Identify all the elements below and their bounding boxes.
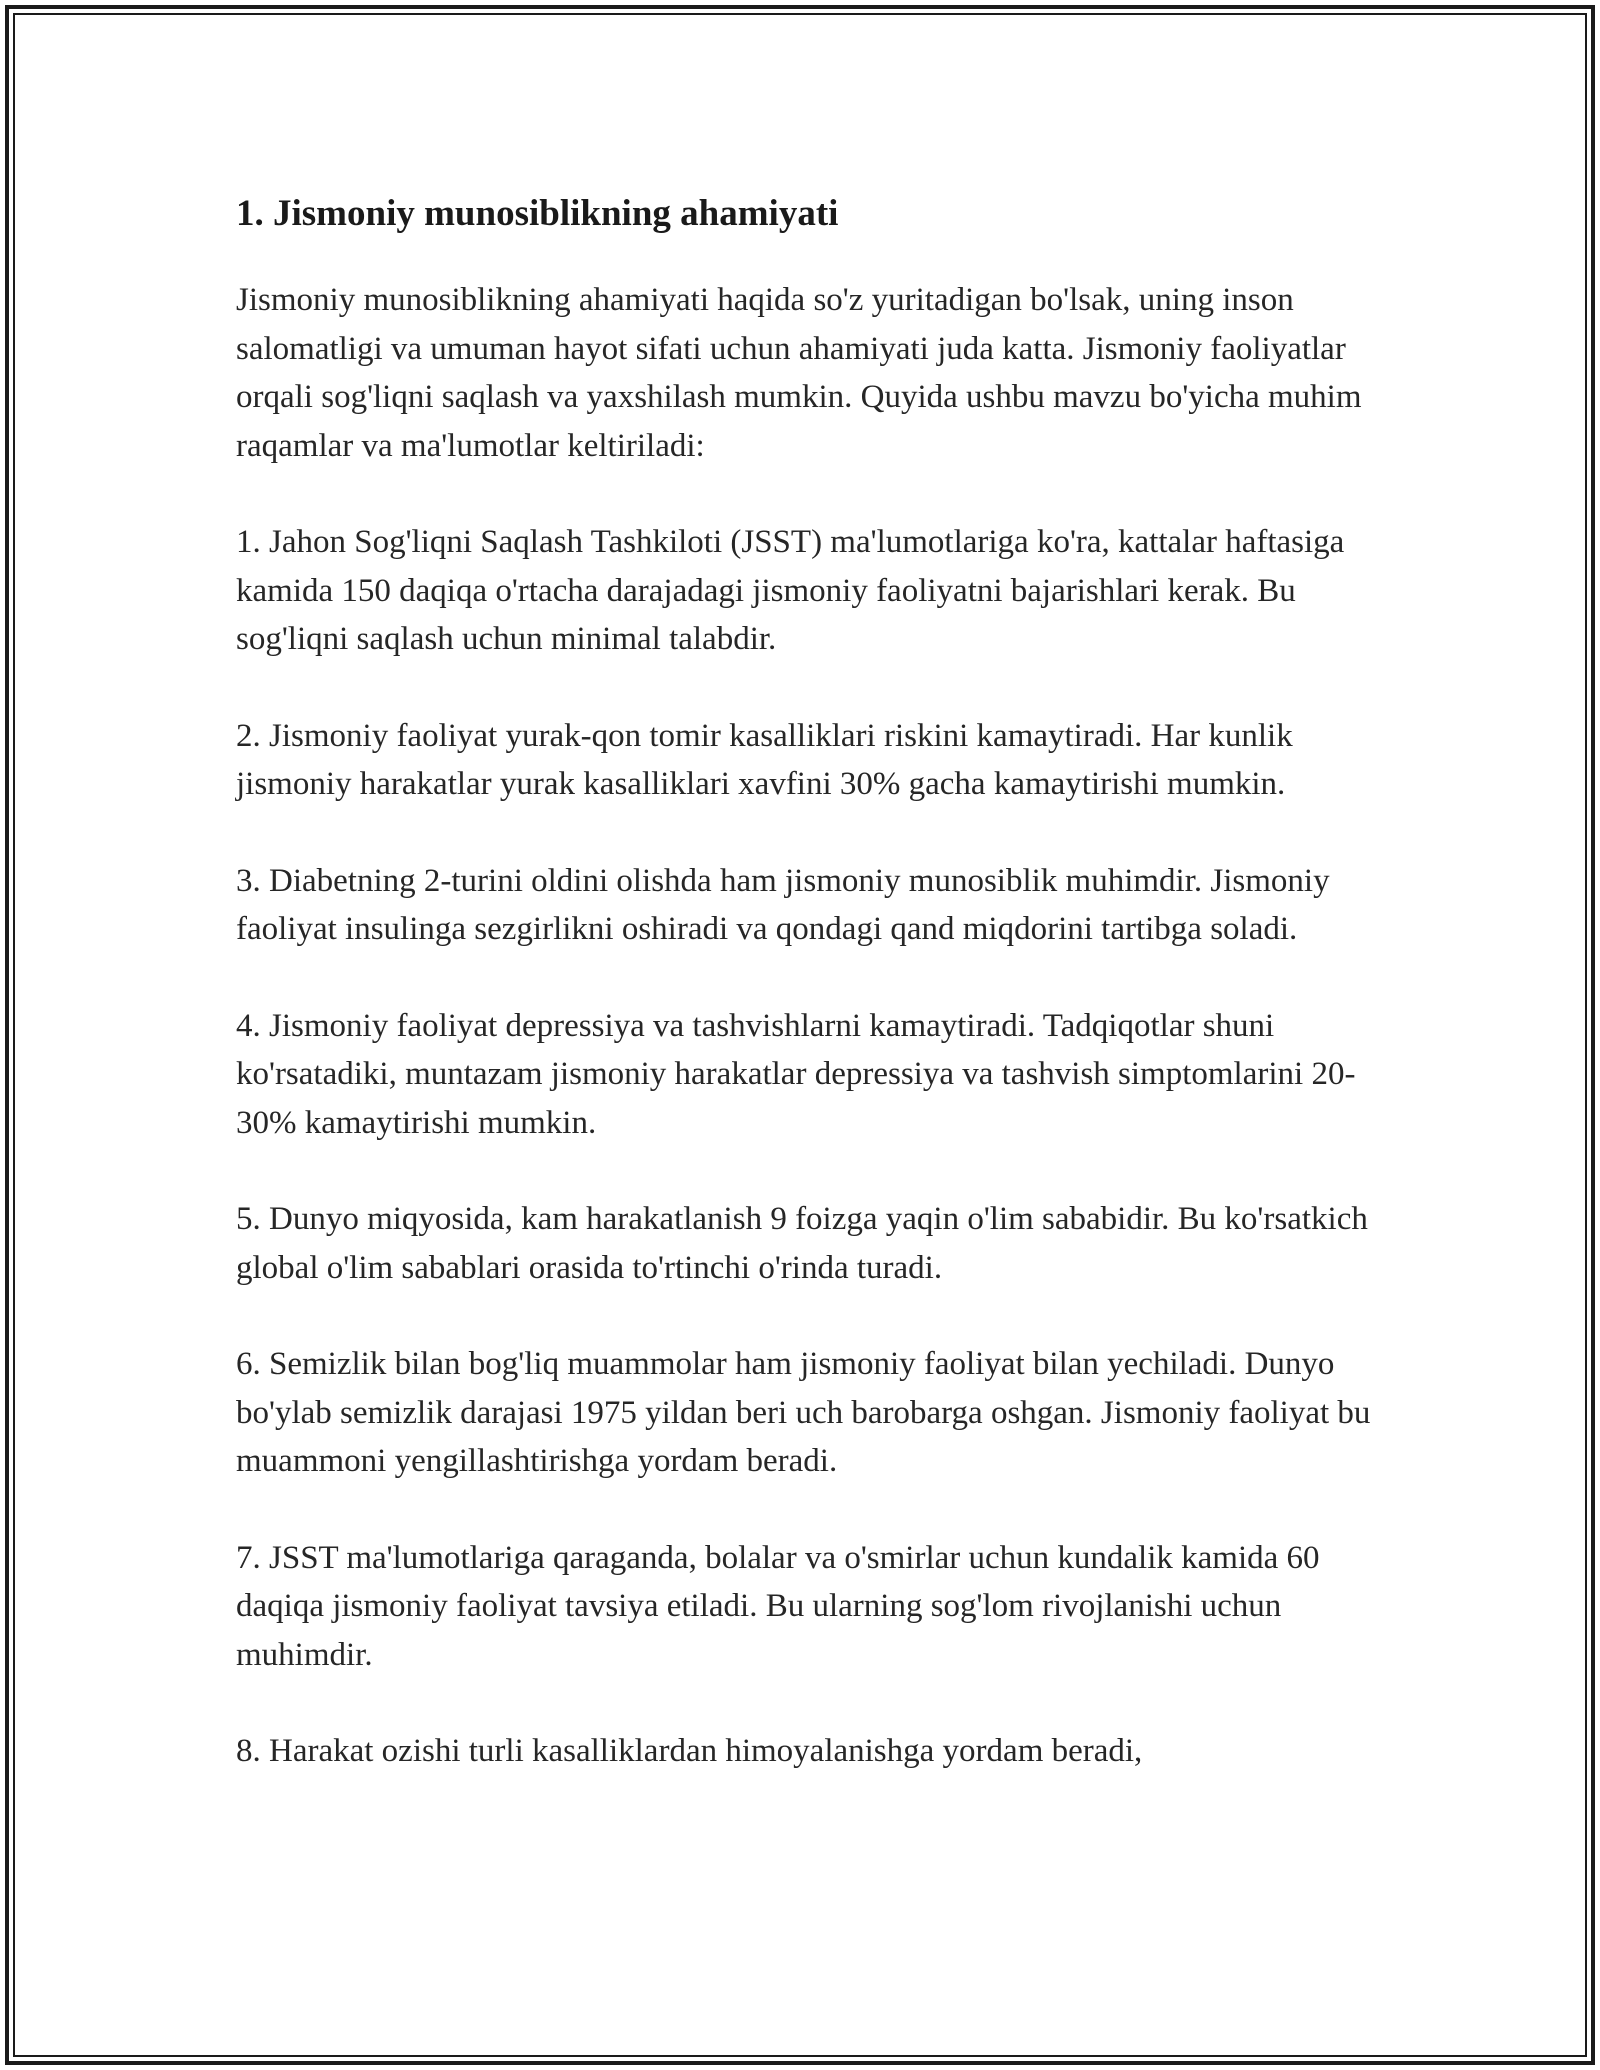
section-heading: 1. Jismoniy munosiblikning ahamiyati	[236, 193, 839, 234]
intro-paragraph: Jismoniy munosiblikning ahamiyati haqida so'z yuritadigan bo'lsak, uning inson salomatligi va umuman hayot sifati uchun ahamiyati juda katta. Jismoniy faoliyatlar orqali sog'liqni saqlash va yaxshilash mumkin. Quyida ushbu mavzu bo'yicha muhim raqamlar va ma'lumotlar keltiriladi:	[236, 282, 1362, 464]
point-paragraph-8: 8. Harakat ozishi turli kasalliklardan himoyalanishga yordam beradi,	[236, 1733, 1143, 1769]
point-paragraph-6: 6. Semizlik bilan bog'liq muammolar ham jismoniy faoliyat bilan yechiladi. Dunyo bo'ylab semizlik darajasi 1975 yildan beri uch barobarga oshgan. Jismoniy faoliyat bu muammoni yengillashtirishga yordam beradi.	[236, 1346, 1371, 1479]
point-paragraph-2: 2. Jismoniy faoliyat yurak-qon tomir kasalliklari riskini kamaytiradi. Har kunlik jismoniy harakatlar yurak kasalliklari xavfini 30% gacha kamaytirishi mumkin.	[236, 717, 1293, 802]
point-paragraph-7: 7. JSST ma'lumotlariga qaraganda, bolalar va o'smirlar uchun kundalik kamida 60 daqiqa jismoniy faoliyat tavsiya etiladi. Bu ularning sog'lom rivojlanishi uchun muhimdir.	[236, 1539, 1320, 1673]
point-paragraph-5: 5. Dunyo miqyosida, kam harakatlanish 9 foizga yaqin o'lim sababidir. Bu ko'rsatkich global o'lim sabablari orasida to'rtinchi o'rinda turadi.	[236, 1201, 1368, 1286]
point-paragraph-4: 4. Jismoniy faoliyat depressiya va tashvishlarni kamaytiradi. Tadqiqotlar shuni ko'rsatadiki, muntazam jismoniy harakatlar depressiya va tashvish simptomlarini 20-30% kamaytirishi mumkin.	[236, 1007, 1356, 1141]
point-paragraph-1: 1. Jahon Sog'liqni Saqlash Tashkiloti (JSST) ma'lumotlariga ko'ra, kattalar haftasiga kamida 150 daqiqa o'rtacha darajadagi jismoniy faoliyatni bajarishlari kerak. Bu sog'liqni saqlash uchun minimal talabdir.	[236, 524, 1345, 657]
document-body	[236, 186, 1386, 1824]
point-paragraph-3: 3. Diabetning 2-turini oldini olishda ham jismoniy munosiblik muhimdir. Jismoniy faoliyat insulinga sezgirlikni oshiradi va qondagi qand miqdorini tartibga soladi.	[236, 862, 1330, 947]
